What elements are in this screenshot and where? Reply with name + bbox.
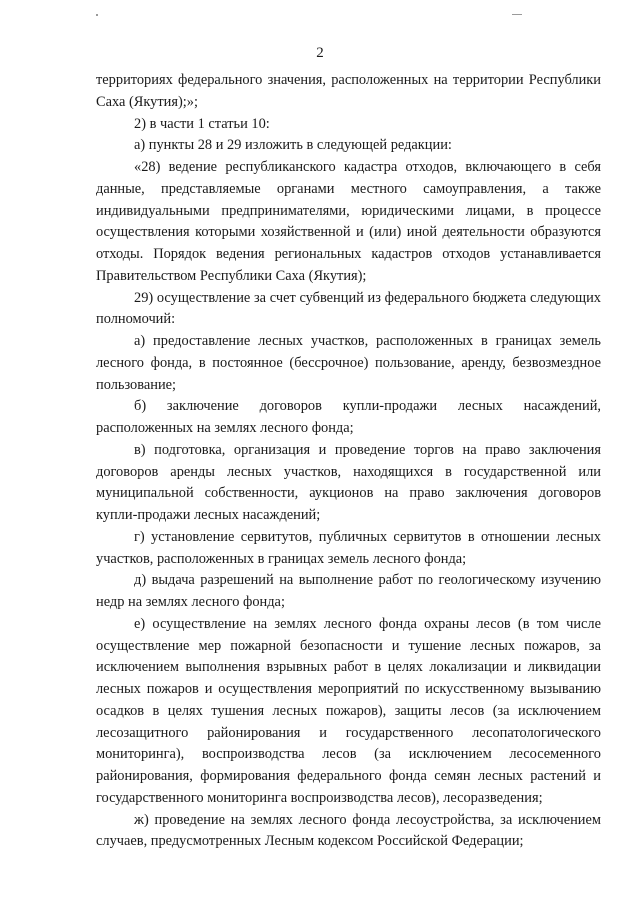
paragraph-subitem-a: а) пункты 28 и 29 изложить в следующей редакции: <box>134 137 452 154</box>
paragraph-subpoint-a: а) предоставление лесных участков, расположенных в границах земель лесного фонда, в постоянное (бессрочное) пользование, аренду, безвозмездное пользование; <box>96 333 601 393</box>
paragraph-subpoint-g: г) установление сервитутов, публичных сервитутов в отношении лесных участков, расположенных в границах земель лесного фонда; <box>96 528 601 567</box>
paragraph-continuation: территориях федерального значения, расположенных на территории Республики Саха (Якутия);»; <box>96 72 601 110</box>
scan-mark-right <box>512 14 522 15</box>
paragraph-point-28: «28) ведение республиканского кадастра отходов, включающего в себя данные, представляемые органами местного самоуправления, а также индивидуальными предпринимателями, юридическими лицами, в процессе осуществления которыми хозяйственной и (или) иной деятельности образуются отходы. Порядок ведения региональных кадастров отходов устанавливается Правительством Республики Саха (Якутия); <box>96 159 601 284</box>
document-body <box>96 70 601 853</box>
paragraph-subpoint-v: в) подготовка, организация и проведение торгов на право заключения договоров аренды лесных участков, находящихся в государственной или муниципальной собственности, аукционов на право заключения договоров купли-продажи лесных насаждений; <box>96 441 601 523</box>
paragraph-subpoint-b: б) заключение договоров купли-продажи лесных насаждений, расположенных на землях лесного фонда; <box>96 398 601 436</box>
paragraph-item-2: 2) в части 1 статьи 10: <box>134 115 270 132</box>
page-number: 2 <box>316 45 324 61</box>
paragraph-subpoint-e: е) осуществление на землях лесного фонда охраны лесов (в том числе осуществление мер пожарной безопасности и тушение лесных пожаров, за исключением выполнения взрывных работ в целях локализации и ликвидации лесных пожаров и осуществления мероприятий по искусственному вызыванию осадков в целях тушения лесных пожаров), защиты лесов (за исключением лесозащитного районирования и государственного лесопатологического мониторинга), воспроизводства лесов (за исключением лесосеменного районирования, формирования федерального фонда семян лесных растений и государственного мониторинга воспроизводства лесов), лесоразведения; <box>96 615 601 806</box>
paragraph-point-29: 29) осуществление за счет субвенций из федерального бюджета следующих полномочий: <box>96 289 601 328</box>
paragraph-subpoint-zh: ж) проведение на землях лесного фонда лесоустройства, за исключением случаев, предусмотренных Лесным кодексом Российской Федерации; <box>96 811 601 850</box>
scan-mark-left <box>96 14 98 16</box>
paragraph-subpoint-d: д) выдача разрешений на выполнение работ по геологическому изучению недр на землях лесного фонда; <box>96 572 601 610</box>
